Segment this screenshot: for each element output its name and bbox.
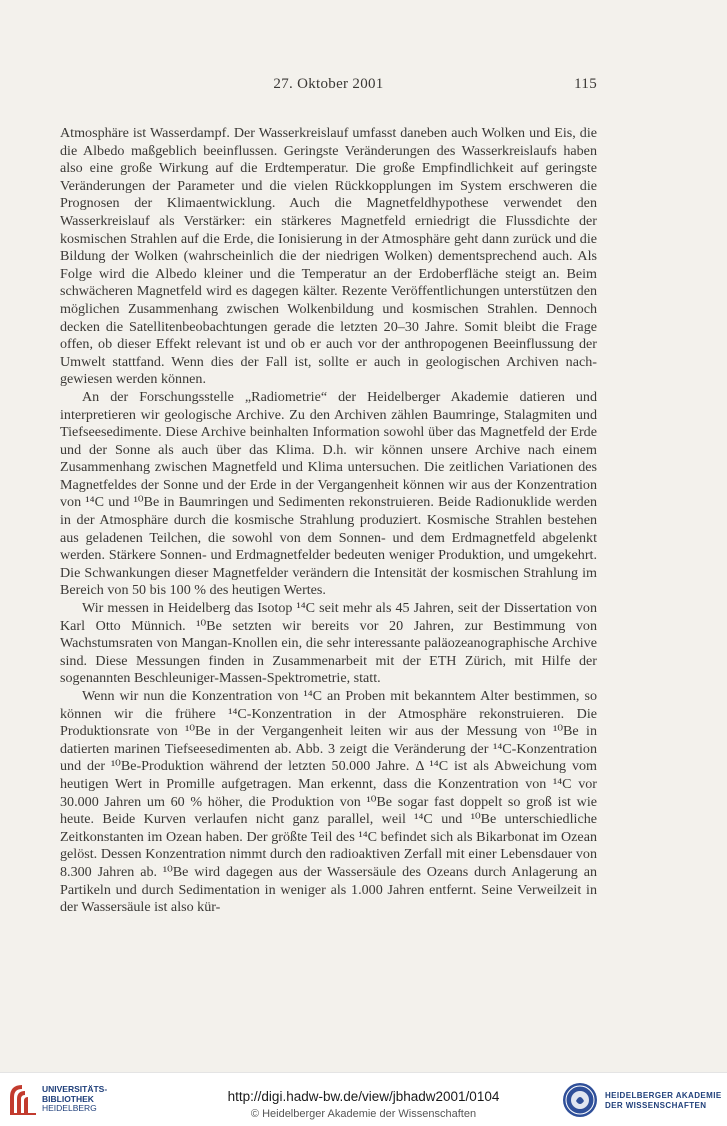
academy-label	[605, 1091, 722, 1111]
page-number: 115	[574, 76, 597, 92]
academy-line-2: DER WISSENSCHAFTEN	[605, 1101, 707, 1110]
permalink-url[interactable]: http://digi.hadw-bw.de/view/jbhadw2001/0104	[227, 1089, 500, 1104]
academy-seal-icon	[561, 1081, 599, 1119]
library-line-1: UNIVERSITÄTS-	[42, 1084, 108, 1094]
library-line-3: HEIDELBERG	[42, 1103, 97, 1113]
header-date: 27. Oktober 2001	[273, 76, 384, 92]
paragraph-2: An der Forschungsstelle „Radiometrie“ der Heidelberger Akademie datieren und interpretieren wir geologische Archive. Zu den Archiven zählen Baumringe, Stalagmiten und Tiefseesedimente. Diese Archive beinhalten Information sowohl über das Magnetfeld der Erde und der Sonne als auch über das Klima. D.h. wir können unsere Archive nach einem Zusammenhang zwischen Magnetfeld und Klima untersuchen. Die zeitlichen Variationen des Magnetfeldes der Sonne und der Erde in der Vergangenheit können wir aus der Konzentration von ¹⁴C und ¹⁰Be in Baumringen und Sedimenten rekonstruieren. Beide Radionuklide werden in der Atmosphäre durch die kosmische Strahlung produziert. Kosmische Strahlen bestehen aus geladenen Teilchen, die sowohl von dem Sonnen- und dem Erdmagnetfeld abgelenkt werden. Stärkere Sonnen- und Erdmagnetfelder bedeuten weniger Produktion, und umgekehrt. Die Schwankungen dieser Magnetfelder verändern die Intensität der kosmischen Strahlung im Bereich von 50 bis 100 % des heutigen Wertes.	[60, 388, 597, 599]
library-line-2: BIBLIOTHEK	[42, 1093, 94, 1104]
paragraph-1: Atmosphäre ist Wasserdampf. Der Wasserkreislauf umfasst daneben auch Wolken und Eis, die die Albedo maßgeblich beeinflussen. Geringste Veränderungen des Wasserkreislaufs haben also eine große Wirkung auf die Erdtemperatur. Die große Empfindlichkeit auf geringste Veränderungen der Parameter und die vielen Rückkopplungen im System erschweren die Prognosen der Klimaentwicklung. Auch die Magnetfeldhypothese verwendet den Wasserkreislauf als Verstärker: ein stärkeres Magnetfeld erniedrigt die Flussdichte der kosmischen Strahlen auf die Erde, die Ionisierung in der Atmosphäre geht dann zurück und die Bildung der Wolken (wahrscheinlich die der niedrigen Wolken) dementsprechend auch. Als Folge wird die Albedo kleiner und die Temperatur an der Erdoberfläche steigt an. Beim schwächeren Magnetfeld wird es dagegen kälter. Rezente Veröffentlichungen unterstützen den möglichen Zusammenhang zwischen Wolkenbildung und kosmischen Strahlen. Dennoch decken die Satellitenbeobachtungen gerade die letzten 20–30 Jahre. Somit bleibt die Frage offen, ob dieser Effekt relevant ist und ob er auch vor der anthropogenen Beeinflussung der Umwelt stattfand. Wenn dies der Fall ist, sollte er auch in geologischen Archiven nachgewiesen werden können.	[60, 125, 597, 388]
copyright-notice: © Heidelberger Akademie der Wissenschaften	[250, 1108, 477, 1120]
running-head	[60, 76, 597, 98]
viewer-footer	[0, 1072, 727, 1126]
article-body	[60, 125, 597, 917]
paragraph-4: Wenn wir nun die Konzentration von ¹⁴C an Proben mit bekanntem Alter bestimmen, so können wir die frühere ¹⁴C-Konzentration in der Atmosphäre rekonstruieren. Die Produktionsrate von ¹⁰Be in der Vergangenheit leiten wir aus der Messung von ¹⁰Be in datierten marinen Tiefseesedimenten ab. Abb. 3 zeigt die Veränderung der ¹⁴C-Konzentration und der ¹⁰Be-Produktion während der letzten 50.000 Jahre. Δ ¹⁴C ist als Abweichung vom heutigen Wert in Promille aufgetragen. Man erkennt, dass die Konzentration von ¹⁴C vor 30.000 Jahren um 60 % höher, die Produktion von ¹⁰Be sogar fast doppelt so groß ist wie heute. Beide Kurven verlaufen nicht ganz parallel, weil ¹⁴C und ¹⁰Be unterschiedliche Zeitkonstanten im Ozean haben. Der größte Teil des ¹⁴C befindet sich als Bikarbonat im Ozean gelöst. Dessen Konzentration nimmt durch den radioaktiven Zerfall mit einer Lebensdauer von 8.300 Jahren ab. ¹⁰Be wird dagegen aus der Wassersäule des Ozeans durch Anlagerung an Partikeln und durch Sedimentation in weniger als 1.000 Jahren entfernt. Seine Verweilzeit in der Wassersäule ist also kür-	[60, 688, 597, 916]
paragraph-3: Wir messen in Heidelberg das Isotop ¹⁴C seit mehr als 45 Jahren, seit der Dissertation von Karl Otto Münnich. ¹⁰Be setzten wir bereits vor 20 Jahren, zur Bestimmung von Wachstumsraten von Mangan-Knollen ein, die sehr interessante paläozeanographische Archive sind. Diese Messungen finden in Zusammenarbeit mit der ETH Zürich, mit Hilfe der sogenannten Beschleuniger-Massen-Spektrometrie, statt.	[60, 600, 597, 687]
academy-line-1: HEIDELBERGER AKADEMIE	[605, 1091, 722, 1100]
